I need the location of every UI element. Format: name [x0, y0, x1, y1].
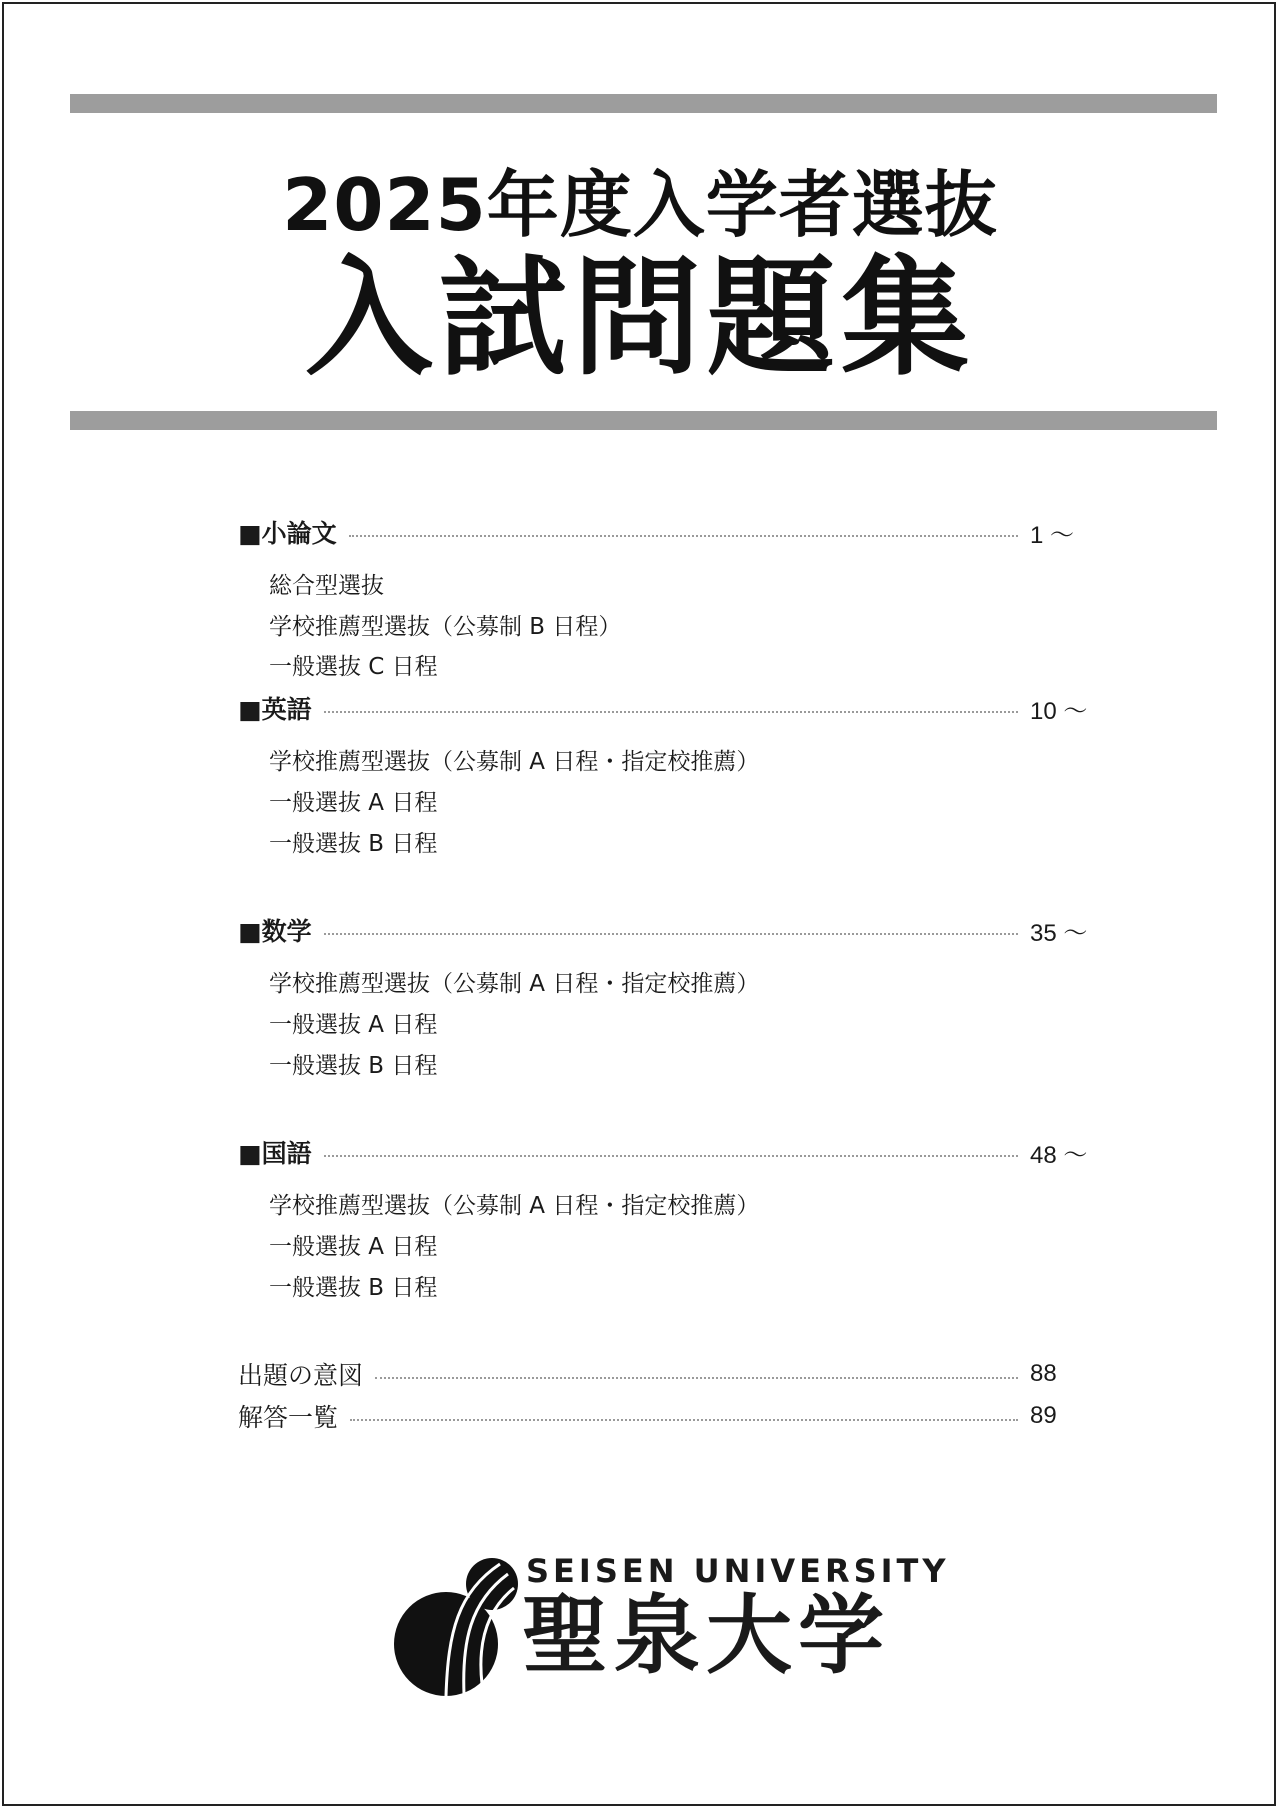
toc-subitem: 一般選抜 A 日程: [269, 1012, 438, 1038]
toc-page-number: 1 〜: [1030, 521, 1075, 549]
document-title: 入試問題集: [304, 244, 975, 393]
toc-section-english: [238, 692, 1090, 724]
dot-leader: [375, 1377, 1018, 1379]
toc-section-label: ■小論文: [238, 519, 337, 548]
toc-subitem: 総合型選抜: [269, 573, 384, 599]
toc-page-number: 89: [1030, 1402, 1057, 1429]
toc-subitem: 学校推薦型選抜（公募制 A 日程・指定校推薦）: [269, 971, 760, 997]
document-subtitle: 2025年度入学者選抜: [282, 163, 998, 247]
toc-section-essay: [238, 516, 1090, 548]
toc-subitem: 一般選抜 B 日程: [269, 1275, 438, 1301]
dot-leader: [350, 1419, 1018, 1421]
toc-subitem: 一般選抜 B 日程: [269, 831, 438, 857]
toc-entry-intent: [238, 1358, 1090, 1390]
dot-leader: [349, 535, 1018, 537]
dot-leader: [324, 933, 1018, 935]
logo-mark-icon: [388, 1552, 518, 1702]
toc-entry-label: 解答一覧: [238, 1403, 339, 1432]
logo-english-name: SEISEN UNIVERSITY: [526, 1552, 950, 1590]
toc-subitem: 学校推薦型選抜（公募制 A 日程・指定校推薦）: [269, 749, 760, 775]
toc-page-number: 10 〜: [1030, 697, 1088, 725]
logo-japanese-name: 聖泉大学: [522, 1586, 890, 1686]
toc-subitem: 一般選抜 A 日程: [269, 790, 438, 816]
dot-leader: [324, 711, 1018, 713]
toc-section-math: [238, 914, 1090, 946]
dot-leader: [324, 1155, 1018, 1157]
toc-section-label: ■数学: [238, 917, 312, 946]
toc-entry-label: 出題の意図: [238, 1361, 364, 1390]
toc-page-number: 88: [1030, 1360, 1057, 1387]
toc-section-label: ■英語: [238, 695, 312, 724]
toc-section-japanese: [238, 1136, 1090, 1168]
toc-subitem: 一般選抜 B 日程: [269, 1053, 438, 1079]
toc-page-number: 48 〜: [1030, 1141, 1088, 1169]
toc-entry-answers: [238, 1400, 1090, 1432]
toc-page-number: 35 〜: [1030, 919, 1088, 947]
toc-subitem: 一般選抜 C 日程: [269, 654, 438, 680]
toc-subitem: 学校推薦型選抜（公募制 B 日程）: [269, 614, 622, 640]
university-logo: [388, 1552, 950, 1702]
toc-section-label: ■国語: [238, 1139, 312, 1168]
toc-subitem: 一般選抜 A 日程: [269, 1234, 438, 1260]
toc-subitem: 学校推薦型選抜（公募制 A 日程・指定校推薦）: [269, 1193, 760, 1219]
